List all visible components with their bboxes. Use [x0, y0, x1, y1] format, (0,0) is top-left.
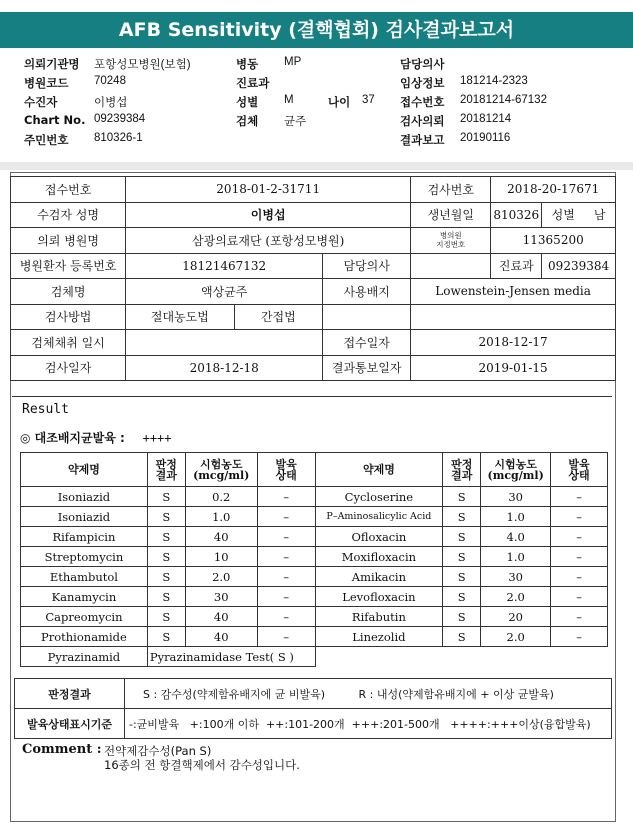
header-judge-1: 판정: [451, 457, 473, 471]
drug-result: S: [443, 587, 481, 607]
label-requesting-institution: 의뢰기관명: [24, 57, 80, 71]
drug-result: S: [443, 567, 481, 587]
drug-name: Levofloxacin: [315, 587, 443, 607]
control-colony-growth: [20, 429, 172, 446]
colony-label: ◎ 대조배지균발육 :: [20, 431, 125, 445]
label-specimen: 검체: [236, 114, 259, 128]
label-result-report: 결과보고: [400, 133, 445, 147]
table-row: [15, 679, 612, 709]
comment-line-2: 16종의 전 항결핵제에서 감수성입니다.: [104, 758, 300, 772]
sex-label: 성별: [551, 208, 575, 223]
patient-info-table: [10, 176, 616, 381]
resistant-definition: R : 내성(약제함유배지에 + 이상 균발육): [358, 687, 554, 701]
value-hospital-code: 70248: [94, 75, 126, 87]
label-resident-number: 주민번호: [24, 133, 69, 147]
patient-reg-no: 18121467132: [126, 253, 323, 279]
receipt-date-label: 접수일자: [323, 330, 411, 356]
header-conc-1: 시험농도: [199, 457, 243, 471]
comment-text: [104, 744, 300, 772]
table-row: [21, 507, 608, 527]
drug-result: S: [443, 547, 481, 567]
label-department: 진료과: [236, 76, 270, 90]
hospital-code-label-1: 병의원: [439, 231, 462, 241]
sex-cell: [542, 202, 616, 228]
label-ward: 병동: [236, 57, 259, 71]
drug-name: Streptomycin: [21, 547, 148, 567]
hospital-code-label: [411, 228, 491, 254]
drug-concentration: 20: [481, 607, 551, 627]
drug-name: Moxifloxacin: [315, 547, 443, 567]
dept-label: 진료과: [491, 253, 542, 279]
value-ward: MP: [284, 56, 302, 68]
table-row: [21, 527, 608, 547]
drug-growth: –: [257, 527, 315, 547]
header-conc-right: [481, 453, 551, 487]
medium-label: 사용배지: [323, 279, 411, 305]
sex-value: 남: [593, 208, 606, 223]
drug-concentration: 40: [185, 527, 257, 547]
drug-result: S: [147, 567, 185, 587]
name-label: 수검자 성명: [11, 202, 126, 228]
patient-reg-label: 병원환자 등록번호: [11, 253, 126, 279]
drug-concentration: 30: [481, 567, 551, 587]
header-growth-1: 발육: [275, 457, 297, 471]
drug-result: S: [443, 487, 481, 507]
header-growth-right: [551, 453, 608, 487]
table-row: [11, 279, 616, 305]
colony-value: ++++: [142, 431, 172, 445]
drug-name: Isoniazid: [21, 487, 148, 507]
table-row: [11, 177, 616, 203]
header-growth-left: [257, 453, 315, 487]
table-row: [21, 567, 608, 587]
drug-sensitivity-table: [20, 452, 608, 667]
birth-date: 810326: [491, 202, 542, 228]
table-row: [21, 487, 608, 507]
drug-result: S: [147, 607, 185, 627]
drug-growth: –: [551, 607, 608, 627]
table-row: [21, 627, 608, 647]
label-patient: 수진자: [24, 95, 58, 109]
value-chart-no: 09239384: [94, 113, 146, 125]
drug-concentration: 1.0: [481, 547, 551, 567]
label-test-request: 검사의뢰: [400, 114, 445, 128]
report-date: 2019-01-15: [411, 355, 616, 381]
drug-growth: –: [257, 587, 315, 607]
drug-concentration: 40: [185, 627, 257, 647]
hospital-name: 삼광의료재단 (포항성모병원): [126, 228, 411, 254]
drug-result: S: [147, 527, 185, 547]
blank-cell: [315, 647, 608, 667]
growth-standard-values: -:균비발육 +:100개 이하 ++:101-200개 +++:201-500개 ++++:+++이상(융합발육): [125, 709, 612, 739]
drug-result: S: [443, 607, 481, 627]
table-row: [15, 709, 612, 739]
drug-result: S: [443, 627, 481, 647]
label-age: 나이: [328, 95, 351, 109]
drug-name: Rifampicin: [21, 527, 148, 547]
test-date-label: 검사일자: [11, 355, 126, 381]
table-row: [11, 202, 616, 228]
header-row-5: [24, 132, 624, 150]
header-conc-left: [185, 453, 257, 487]
sensitive-definition: S : 감수성(약제함유배지에 균 비발육): [143, 687, 326, 701]
dept-value: 09239384: [542, 253, 616, 279]
table-row: [11, 304, 616, 330]
drug-concentration: 2.0: [481, 627, 551, 647]
table-row: [11, 330, 616, 356]
header-growth-2: 상태: [275, 468, 297, 482]
table-row: [21, 547, 608, 567]
value-age: 37: [362, 94, 375, 106]
pyrazinamidase-test: Pyrazinamidase Test( S ): [147, 647, 315, 667]
drug-result: S: [443, 527, 481, 547]
drug-name: Prothionamide: [21, 627, 148, 647]
doctor-value: [411, 253, 491, 279]
receipt-date: 2018-12-17: [411, 330, 616, 356]
header-conc-1: 시험농도: [494, 457, 537, 471]
header-row-2: [24, 75, 624, 93]
header-drug-right: 약제명: [315, 453, 443, 487]
reception-no-label: 접수번호: [11, 177, 126, 203]
header-row-1: [24, 56, 624, 74]
drug-name: Linezolid: [315, 627, 443, 647]
blank-cell: [323, 304, 411, 330]
patient-name: 이병섭: [126, 202, 411, 228]
drug-growth: –: [257, 567, 315, 587]
comment-section: [22, 742, 300, 772]
header-growth-1: 발육: [568, 457, 590, 471]
judgement-legend-table: [14, 678, 612, 739]
table-row: [21, 587, 608, 607]
label-attending-doctor: 담당의사: [400, 57, 445, 71]
result-title: Result: [22, 402, 69, 417]
drug-growth: –: [551, 487, 608, 507]
judgement-values: [125, 679, 612, 709]
drug-name: Ethambutol: [21, 567, 148, 587]
growth-standard-label: 발육상태표시기준: [15, 709, 125, 739]
header-growth-2: 상태: [568, 468, 590, 482]
header-row-4: [24, 113, 624, 131]
drug-name-pyrazinamid: Pyrazinamid: [21, 647, 148, 667]
drug-growth: –: [551, 627, 608, 647]
header-drug-left: 약제명: [21, 453, 148, 487]
value-receipt-number: 20181214-67132: [460, 94, 547, 106]
report-date-label: 결과통보일자: [323, 355, 411, 381]
label-receipt-number: 접수번호: [400, 95, 445, 109]
drug-growth: –: [257, 487, 315, 507]
drug-growth: –: [551, 547, 608, 567]
specimen-value: 액상균주: [126, 279, 323, 305]
drug-concentration: 2.0: [185, 567, 257, 587]
section-separator: [0, 162, 633, 170]
table-header-row: [21, 453, 608, 487]
drug-growth: –: [551, 507, 608, 527]
drug-result: S: [147, 507, 185, 527]
drug-concentration: 1.0: [185, 507, 257, 527]
table-row: [21, 607, 608, 627]
drug-name: P–Aminosalicylic Acid: [315, 507, 443, 527]
drug-result: S: [147, 587, 185, 607]
collect-label: 검체채취 일시: [11, 330, 126, 356]
label-sex: 성별: [236, 95, 259, 109]
value-test-request: 20181214: [460, 113, 512, 125]
header-judge-2: 결과: [451, 468, 473, 482]
drug-growth: –: [257, 547, 315, 567]
drug-name: Ofloxacin: [315, 527, 443, 547]
drug-growth: –: [257, 607, 315, 627]
header-judge-1: 판정: [155, 457, 177, 471]
drug-concentration: 40: [185, 607, 257, 627]
specimen-label: 검체명: [11, 279, 126, 305]
value-resident-number: 810326-1: [94, 132, 143, 144]
hospital-label: 의뢰 병원명: [11, 228, 126, 254]
header-conc-2: (mcg/ml): [487, 468, 544, 482]
drug-result: S: [147, 627, 185, 647]
method-indirect: 간접법: [234, 304, 323, 330]
drug-growth: –: [551, 527, 608, 547]
method-label: 검사방법: [11, 304, 126, 330]
report-title: AFB Sensitivity (결핵협회) 검사결과보고서: [0, 12, 633, 48]
value-sex: M: [284, 94, 294, 106]
test-date: 2018-12-18: [126, 355, 323, 381]
drug-name: Amikacin: [315, 567, 443, 587]
birth-label: 생년월일: [411, 202, 491, 228]
label-chart-no: Chart No.: [24, 113, 86, 127]
header-row-3: [24, 94, 624, 112]
judgement-label: 판정결과: [15, 679, 125, 709]
drug-concentration: 2.0: [481, 587, 551, 607]
test-no: 2018-20-17671: [491, 177, 616, 203]
blank-cell: [411, 304, 616, 330]
drug-growth: –: [551, 567, 608, 587]
drug-name: Capreomycin: [21, 607, 148, 627]
drug-growth: –: [257, 627, 315, 647]
drug-concentration: 0.2: [185, 487, 257, 507]
drug-concentration: 4.0: [481, 527, 551, 547]
header-judge-left: [147, 453, 185, 487]
hospital-code: 11365200: [491, 228, 616, 254]
test-no-label: 검사번호: [411, 177, 491, 203]
value-specimen: 균주: [284, 116, 307, 128]
drug-result: S: [443, 507, 481, 527]
method-absolute: 절대농도법: [126, 304, 234, 330]
medium-value: Lowenstein-Jensen media: [411, 279, 616, 305]
drug-result: S: [147, 547, 185, 567]
drug-name: Kanamycin: [21, 587, 148, 607]
table-row: [11, 355, 616, 381]
drug-concentration: 30: [185, 587, 257, 607]
doctor-label: 담당의사: [323, 253, 411, 279]
drug-name: Rifabutin: [315, 607, 443, 627]
table-row: [21, 647, 608, 667]
collect-value: [126, 330, 323, 356]
header-judge-2: 결과: [155, 468, 177, 482]
drug-concentration: 10: [185, 547, 257, 567]
value-result-report: 20190116: [460, 132, 511, 144]
header-conc-2: (mcg/ml): [193, 468, 250, 482]
reception-no: 2018-01-2-31711: [126, 177, 411, 203]
value-requesting-institution: 포항성모병원(보험): [94, 59, 191, 71]
comment-line-1: 전약제감수성(Pan S): [104, 744, 212, 758]
drug-concentration: 30: [481, 487, 551, 507]
drug-result: S: [147, 487, 185, 507]
header-judge-right: [443, 453, 481, 487]
value-clinical-info: 181214-2323: [460, 75, 528, 87]
hospital-code-label-2: 지정번호: [436, 240, 466, 250]
drug-concentration: 1.0: [481, 507, 551, 527]
comment-label: Comment :: [22, 742, 102, 757]
table-row: [11, 253, 616, 279]
drug-growth: –: [257, 507, 315, 527]
label-hospital-code: 병원코드: [24, 76, 69, 90]
drug-name: Isoniazid: [21, 507, 148, 527]
drug-growth: –: [551, 587, 608, 607]
drug-name: Cycloserine: [315, 487, 443, 507]
table-row: [11, 228, 616, 254]
value-patient: 이병섭: [94, 97, 128, 109]
label-clinical-info: 임상정보: [400, 76, 445, 90]
